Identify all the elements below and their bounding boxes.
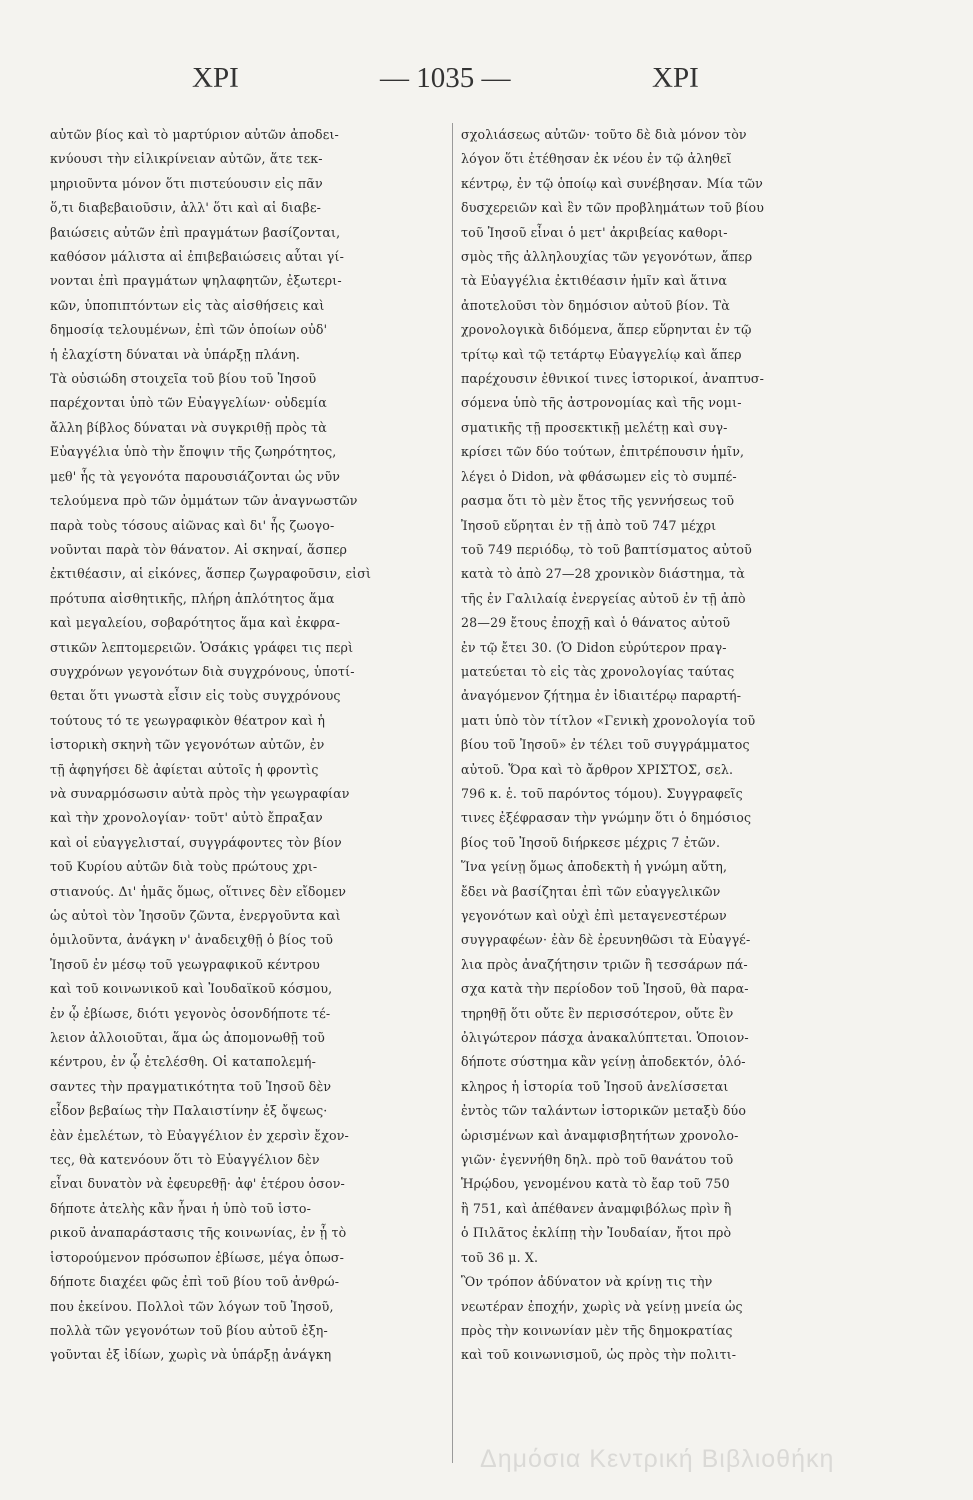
- text-line: παρὰ τοὺς τόσους αἰῶνας καὶ δι' ἧς ζωογο-: [50, 517, 335, 533]
- text-line: τῆς ἐν Γαλιλαίᾳ ἐνεργείας αὐτοῦ ἐν τῇ ἀπὸ: [461, 590, 746, 606]
- text-line: καὶ τοῦ κοινωνισμοῦ, ὡς πρὸς τὴν πολιτι-: [461, 1347, 737, 1363]
- text-line: ἀναγόμενον ζήτημα ἐν ἰδιαιτέρῳ παραρτή-: [461, 688, 742, 704]
- text-line: κέντρου, ἐν ᾧ ἐτελέσθη. Οἱ καταπολεμή-: [50, 1054, 317, 1070]
- text-line: τινες ἐξέφρασαν τὴν γνώμην ὅτι ὁ δημόσιος: [461, 810, 752, 826]
- text-line: δημοσίᾳ τελουμένων, ἐπὶ τῶν ὁποίων οὐδ': [50, 322, 328, 338]
- text-line: λόγον ὅτι ἐτέθησαν ἐκ νέου ἐν τῷ ἀληθεῖ: [461, 151, 732, 167]
- text-line: Εὐαγγέλια ὑπὸ τὴν ἔποψιν τῆς ζωηρότητος,: [50, 444, 337, 460]
- text-line: ἀποτελοῦσι τὸν δημόσιον αὐτοῦ βίον. Τὰ: [461, 297, 730, 313]
- text-line: καὶ τοῦ κοινωνικοῦ καὶ Ἰουδαϊκοῦ κόσμου,: [50, 981, 333, 997]
- text-line: κληρος ἡ ἱστορία τοῦ Ἰησοῦ ἀνελίσσεται: [461, 1078, 729, 1094]
- text-line: Ἰησοῦ εὕρηται ἐν τῇ ἀπὸ τοῦ 747 μέχρι: [461, 517, 717, 533]
- library-watermark: Δημόσια Κεντρική Βιβλιοθήκη: [480, 1445, 835, 1473]
- text-line: τες, θὰ κατενόουν ὅτι τὸ Εὐαγγέλιον δὲν: [50, 1152, 320, 1168]
- text-line: ματεύεται τὸ εἰς τὰς χρονολογίας ταύτας: [461, 663, 735, 679]
- text-line: ὀλιγώτερον πάσχα ἀνακαλύπτεται. Ὁποιον-: [461, 1030, 749, 1046]
- text-line: τοῦ 36 μ. Χ.: [461, 1249, 539, 1265]
- text-line: κέντρῳ, ἐν τῷ ὁποίῳ καὶ συνέβησαν. Μία τῶν: [461, 175, 763, 191]
- left-text-column: [50, 123, 460, 1368]
- text-line: τρίτῳ καὶ τῷ τετάρτῳ Εὐαγγελίῳ καὶ ἅπερ: [461, 346, 742, 362]
- text-line: καθόσον μάλιστα αἱ ἐπιβεβαιώσεις αὗται γί-: [50, 249, 344, 265]
- text-line: Τὰ οὐσιώδη στοιχεῖα τοῦ βίου τοῦ Ἰησοῦ: [50, 371, 317, 387]
- text-line: κρίσει τῶν δύο τούτων, ἐπιτρέπουσιν ἡμῖν,: [461, 444, 745, 460]
- text-line: τηρηθῇ ὅτι οὔτε ἓν περισσότερον, οὔτε ἓν: [461, 1005, 734, 1021]
- text-line: θεται ὅτι γνωστὰ εἶσιν εἰς τοὺς συγχρόνους: [50, 688, 341, 704]
- text-line: ρικοῦ ἀναπαράστασις τῆς κοινωνίας, ἐν ᾗ τὸ: [50, 1225, 347, 1241]
- text-line: 28—29 ἔτους ἐποχῇ καὶ ὁ θάνατος αὐτοῦ: [461, 615, 731, 631]
- text-line: εἶναι δυνατὸν νὰ ἐφευρεθῇ· ἀφ' ἑτέρου ὁσον-: [50, 1176, 345, 1192]
- text-line: αὐτοῦ. Ὅρα καὶ τὸ ἄρθρον ΧΡΙΣΤΟΣ, σελ.: [461, 761, 734, 777]
- text-line: παρέχονται ὑπὸ τῶν Εὐαγγελίων· οὐδεμία: [50, 395, 327, 411]
- text-line: 796 κ. ἑ. τοῦ παρόντος τόμου). Συγγραφεῖς: [461, 785, 743, 801]
- text-line: τοῦ Κυρίου αὐτῶν διὰ τοὺς πρώτους χρι-: [50, 859, 318, 875]
- text-line: ὁ Πιλᾶτος ἐκλίπῃ τὴν Ἰουδαίαν, ἤτοι πρὸ: [461, 1225, 732, 1241]
- text-line: δήποτε ἀτελὴς κἂν ἦναι ἡ ὑπὸ τοῦ ἱστο-: [50, 1200, 312, 1216]
- text-line: τῇ ἀφηγήσει δὲ ἀφίεται αὐτοῖς ἡ φροντὶς: [50, 761, 319, 777]
- text-line: στιανούς. Δι' ἡμᾶς ὅμως, οἵτινες δὲν εἴδομεν: [50, 883, 347, 899]
- text-line: δήποτε διαχέει φῶς ἐπὶ τοῦ βίου τοῦ ἀνθρώ-: [50, 1274, 340, 1290]
- right-text-column: [452, 123, 871, 1463]
- text-line: δυσχερειῶν καὶ ἓν τῶν προβλημάτων τοῦ βίου: [461, 200, 765, 216]
- text-line: συγχρόνων γεγονότων διὰ συγχρόνους, ὑποτί-: [50, 663, 355, 679]
- text-line: σαντες τὴν πραγματικότητα τοῦ Ἰησοῦ δὲν: [50, 1078, 332, 1094]
- page-number: — 1035 —: [380, 62, 511, 94]
- text-line: δήποτε σύστημα κἂν γείνῃ ἀποδεκτόν, ὁλό-: [461, 1054, 746, 1070]
- text-line: λειον ἀλλοιοῦται, ἅμα ὡς ἀπομονωθῇ τοῦ: [50, 1030, 325, 1046]
- text-line: πρὸς τὴν κοινωνίαν μὲν τῆς δημοκρατίας: [461, 1322, 733, 1338]
- text-line: τοῦ Ἰησοῦ εἶναι ὁ μετ' ἀκριβείας καθορι-: [461, 224, 728, 240]
- text-line: Ἰησοῦ ἐν μέσῳ τοῦ γεωγραφικοῦ κέντρου: [50, 956, 320, 972]
- text-line: τοῦ 749 περιόδῳ, τὸ τοῦ βαπτίσματος αὐτοῦ: [461, 541, 752, 557]
- text-line: σόμενα ὑπὸ τῆς ἀστρονομίας καὶ τῆς νομι-: [461, 395, 742, 411]
- text-line: μηριοῦντα μόνον ὅτι πιστεύουσιν εἰς πᾶν: [50, 175, 323, 191]
- text-line: νεωτέραν ἐποχήν, χωρὶς νὰ γείνῃ μνεία ὡς: [461, 1298, 743, 1314]
- text-line: ἐν τῷ ἔτει 30. (Ὁ Didon εὐρύτερον πραγ-: [461, 639, 727, 655]
- text-line: μεθ' ἧς τὰ γεγονότα παρουσιάζονται ὡς νῦν: [50, 468, 341, 484]
- text-line: κῶν, ὑποπιπτόντων εἰς τὰς αἰσθήσεις καὶ: [50, 297, 325, 313]
- text-line: Ὃν τρόπον ἀδύνατον νὰ κρίνῃ τις τὴν: [461, 1274, 713, 1290]
- text-line: ἱστορικὴ σκηνὴ τῶν γεγονότων αὐτῶν, ἐν: [50, 737, 325, 753]
- text-line: εἶδον βεβαίως τὴν Παλαιστίνην ἐξ ὄψεως·: [50, 1103, 328, 1119]
- text-line: καὶ τὴν χρονολογίαν· τοῦτ' αὐτὸ ἔπραξαν: [50, 810, 323, 826]
- text-line: παρέχουσιν ἐθνικοί τινες ἱστορικοί, ἀναπτυσ-: [461, 371, 765, 387]
- text-line: ματι ὑπὸ τὸν τίτλον «Γενικὴ χρονολογία τοῦ: [461, 712, 756, 728]
- text-line: βίου τοῦ Ἰησοῦ» ἐν τέλει τοῦ συγγράμματος: [461, 737, 750, 753]
- text-line: ἔδει νὰ βασίζηται ἐπὶ τῶν εὐαγγελικῶν: [461, 883, 721, 899]
- text-line: τούτους τό τε γεωγραφικὸν θέατρον καὶ ἡ: [50, 712, 326, 728]
- text-line: σχολιάσεως αὐτῶν· τοῦτο δὲ διὰ μόνον τὸν: [461, 127, 747, 142]
- text-line: καὶ μεγαλείου, σοβαρότητος ἅμα καὶ ἐκφρα-: [50, 615, 341, 631]
- text-line: νονται ἐπὶ πραγμάτων ψηλαφητῶν, ἐξωτερι-: [50, 273, 342, 289]
- text-line: τὰ Εὐαγγέλια ἐκτιθέασιν ἡμῖν καὶ ἅτινα: [461, 273, 728, 289]
- text-line: ἐν ᾧ ἐβίωσε, διότι γεγονὸς ὁσονδήποτε τέ-: [50, 1005, 331, 1021]
- text-line: ἱστορούμενον πρόσωπον ἐβίωσε, μέγα ὁπωσ-: [50, 1249, 345, 1265]
- text-line: ἡ ἐλαχίστη δύναται νὰ ὑπάρξῃ πλάνη.: [50, 346, 300, 362]
- running-header: [40, 62, 933, 112]
- text-line: σμὸς τῆς ἀλληλουχίας τῶν γεγονότων, ἅπερ: [461, 249, 753, 265]
- text-line: ἄλλη βίβλος δύναται νὰ συγκριθῇ πρὸς τὰ: [50, 419, 327, 435]
- text-line: ἢ 751, καὶ ἀπέθανεν ἀναμφιβόλως πρὶν ἢ: [461, 1200, 732, 1216]
- text-line: γοῦνται ἐξ ἰδίων, χωρὶς νὰ ὑπάρξῃ ἀνάγκη: [50, 1347, 332, 1363]
- text-line: χρονολογικὰ διδόμενα, ἅπερ εὕρηνται ἐν τῷ: [461, 322, 752, 338]
- text-line: τελούμενα πρὸ τῶν ὀμμάτων τῶν ἀναγνωστῶν: [50, 493, 358, 509]
- text-line: κνύουσι τὴν εἰλικρίνειαν αὐτῶν, ἅτε τεκ-: [50, 151, 323, 167]
- text-line: γεγονότων καὶ οὐχὶ ἐπὶ μεταγενεστέρων: [461, 908, 727, 923]
- text-line: ἐντὸς τῶν ταλάντων ἱστορικῶν μεταξὺ δύο: [461, 1103, 747, 1119]
- text-line: ρασμα ὅτι τὸ μὲν ἔτος τῆς γεννήσεως τοῦ: [461, 493, 735, 509]
- header-left-keyword: ΧΡΙ: [192, 62, 239, 94]
- text-line: λια πρὸς ἀναζήτησιν τριῶν ἢ τεσσάρων πά-: [461, 956, 748, 972]
- text-line: ὁμιλοῦντα, ἀνάγκη ν' ἀναδειχθῇ ὁ βίος τοῦ: [50, 932, 334, 948]
- text-line: βαιώσεις αὐτῶν ἐπὶ πραγμάτων βασίζονται,: [50, 224, 341, 240]
- text-line: νοῦνται παρὰ τὸν θάνατον. Αἱ σκηναί, ἅσπερ: [50, 541, 348, 557]
- text-line: ὅ,τι διαβεβαιοῦσιν, ἀλλ' ὅτι καὶ αἱ διαβε-: [50, 200, 322, 216]
- text-line: συγγραφέων· ἐὰν δὲ ἐρευνηθῶσι τὰ Εὐαγγέ-: [461, 932, 751, 948]
- text-line: ἐκτιθέασιν, αἱ εἰκόνες, ἅσπερ ζωγραφοῦσιν, εἰσὶ: [50, 566, 372, 582]
- text-line: κατὰ τὸ ἀπὸ 27—28 χρονικὸν διάστημα, τὰ: [461, 566, 745, 582]
- text-line: σχα κατὰ τὴν περίοδον τοῦ Ἰησοῦ, θὰ παρα-: [461, 981, 749, 997]
- text-line: στικῶν λεπτομερειῶν. Ὁσάκις γράφει τις περὶ: [50, 639, 354, 655]
- text-line: που ἐκείνου. Πολλοὶ τῶν λόγων τοῦ Ἰησοῦ,: [50, 1298, 334, 1314]
- text-line: ἐὰν ἐμελέτων, τὸ Εὐαγγέλιον ἐν χερσὶν ἔχον-: [50, 1127, 349, 1143]
- text-line: Ἵνα γείνῃ ὅμως ἀποδεκτὴ ἡ γνώμη αὕτη,: [461, 859, 728, 875]
- text-line: ὡρισμένων καὶ ἀναμφισβητήτων χρονολο-: [461, 1127, 739, 1143]
- text-line: καὶ οἱ εὐαγγελισταί, συγγράφοντες τὸν βίον: [50, 834, 342, 850]
- header-right-keyword: ΧΡΙ: [652, 62, 699, 94]
- text-line: πρότυπα αἰσθητικῆς, πλήρη ἁπλότητος ἅμα: [50, 590, 335, 606]
- text-line: πολλὰ τῶν γεγονότων τοῦ βίου αὐτοῦ ἐξη-: [50, 1322, 328, 1338]
- text-line: σματικῆς τῇ προσεκτικῇ μελέτῃ καὶ συγ-: [461, 419, 728, 435]
- text-line: γιῶν· ἐγεννήθη δηλ. πρὸ τοῦ θανάτου τοῦ: [461, 1152, 734, 1168]
- text-line: βίος τοῦ Ἰησοῦ διήρκεσε μέχρις 7 ἐτῶν.: [461, 834, 721, 850]
- text-line: αὐτῶν βίος καὶ τὸ μαρτύριον αὐτῶν ἀποδει-: [50, 127, 339, 142]
- text-line: Ἡρῴδου, γενομένου κατὰ τὸ ἔαρ τοῦ 750: [461, 1176, 730, 1192]
- text-line: νὰ συναρμόσωσιν αὐτὰ πρὸς τὴν γεωγραφίαν: [50, 785, 350, 801]
- text-line: ὡς αὐτοὶ τὸν Ἰησοῦν ζῶντα, ἐνεργοῦντα καὶ: [50, 908, 341, 923]
- text-line: λέγει ὁ Didon, νὰ φθάσωμεν εἰς τὸ συμπέ-: [461, 468, 737, 484]
